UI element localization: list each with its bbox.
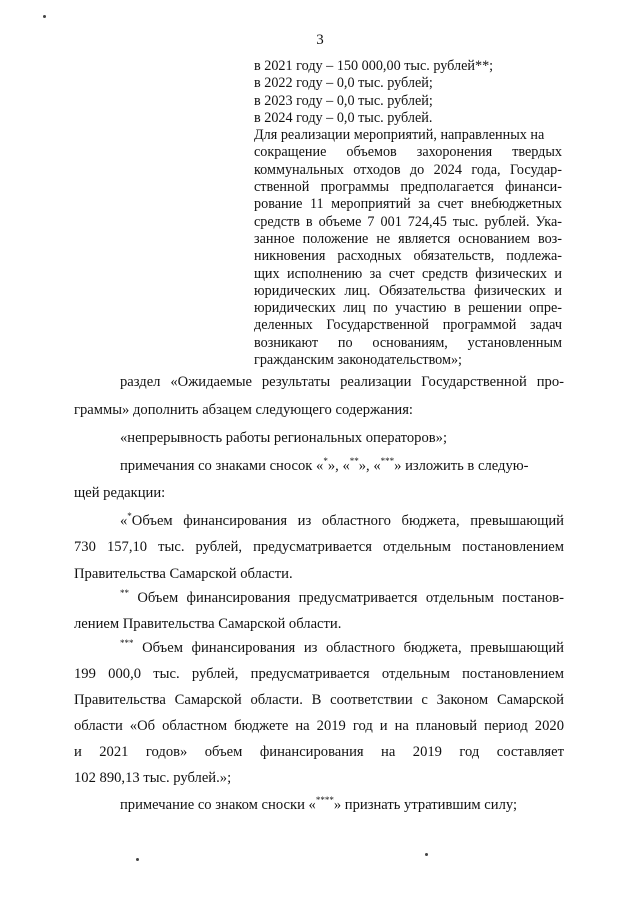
funding-line: в 2023 году – 0,0 тыс. рублей; [254, 92, 433, 109]
paragraph-line: гражданским законодательством»; [254, 352, 463, 369]
footnote-mark: ** [349, 456, 359, 466]
text-line: примечания со знаками сносок «*», «**», «***» изложить в следую- [120, 456, 529, 474]
text-line: 199 000,0 тыс. рублей, предусматривается отдельным постановлением [74, 666, 564, 682]
footnote-mark: * [323, 456, 328, 466]
text-line: граммы» дополнить абзацем следующего содержания: [74, 402, 413, 418]
text-line: области «Об областном бюджете на 2019 год и на плановый период 2020 [74, 718, 564, 734]
paragraph-line: никновения расходных обязательств, подлежа- [254, 248, 562, 265]
paragraph-line: юридических лиц. Обязательства физических и [254, 282, 562, 299]
paragraph-line: деленных Государственной программой задач [254, 317, 562, 334]
scan-speck [136, 858, 139, 861]
text-line: Правительства Самарской области. [74, 566, 293, 582]
text-line: раздел «Ожидаемые результаты реализации Государственной про- [120, 374, 564, 390]
paragraph-line: сокращение объемов захоронения твердых [254, 144, 562, 161]
text-line: «непрерывность работы региональных операторов»; [120, 430, 448, 446]
paragraph-line: средств в объеме 7 001 724,45 тыс. рублей. Ука- [254, 213, 562, 230]
footnote-mark: * [127, 511, 132, 521]
footnote-mark: ** [120, 588, 129, 598]
text-line: и 2021 годов» объем финансирования на 2019 год составляет [74, 744, 564, 760]
paragraph-line: щих исполнению за счет средств физических и [254, 265, 562, 282]
scan-speck [425, 853, 428, 856]
page-number: 3 [316, 32, 324, 48]
footnote-mark: **** [315, 795, 334, 805]
text-line: Правительства Самарской области. В соответствии с Законом Самарской [74, 692, 564, 708]
paragraph-line: ственной программы предполагается финанси- [254, 179, 562, 196]
paragraph-line: юридических лиц по участию в решении опре- [254, 300, 562, 317]
paragraph-line: Для реализации мероприятий, направленных на [254, 127, 545, 144]
paragraph-line: коммунальных отходов до 2024 года, Государ- [254, 161, 562, 178]
paragraph-line: рование 11 мероприятий за счет внебюджетных [254, 196, 562, 213]
funding-line: в 2021 году – 150 000,00 тыс. рублей**; [254, 58, 494, 74]
scan-speck [43, 15, 46, 18]
text-line: «*Объем финансирования из областного бюджета, превышающий [120, 511, 564, 529]
text-line: 730 157,10 тыс. рублей, предусматривается отдельным постановлением [74, 539, 564, 555]
text-line: ** Объем финансирования предусматривается отдельным постанов- [120, 588, 564, 606]
paragraph-line: возникают по основаниям, установленным [254, 334, 562, 351]
paragraph-line: занное положение не является основанием воз- [254, 230, 562, 247]
funding-line: в 2022 году – 0,0 тыс. рублей; [254, 75, 433, 92]
funding-column [254, 58, 562, 369]
funding-line: в 2024 году – 0,0 тыс. рублей. [254, 109, 433, 126]
text-line: примечание со знаком сноски «****» признать утратившим силу; [120, 795, 518, 813]
text-line: лением Правительства Самарской области. [74, 616, 342, 632]
footnote-mark: *** [120, 638, 134, 648]
footnote-mark: *** [380, 456, 395, 466]
text-line: щей редакции: [74, 485, 166, 501]
text-line: *** Объем финансирования из областного бюджета, превышающий [120, 638, 564, 656]
text-line: 102 890,13 тыс. рублей.»; [74, 770, 232, 786]
